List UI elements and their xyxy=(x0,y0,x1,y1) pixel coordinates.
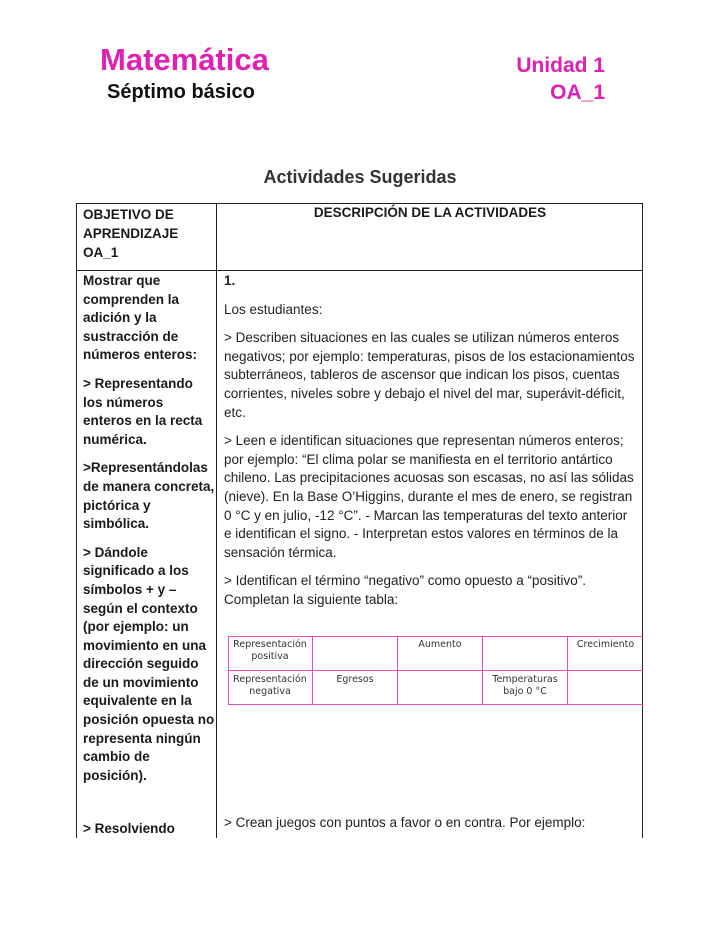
sign-table-cell xyxy=(398,671,483,705)
subject-title: Matemática xyxy=(100,42,269,77)
activity-item: > Describen situaciones en las cuales se utilizan números enteros negativos; por ejemplo: temperaturas, pisos de los estacionamientos subterráneos, tableros de ascensor que indican los pisos, cuentas corrientes, niveles sobre y debajo el nivel del mar, superávit-déficit, etc. xyxy=(224,330,635,420)
table-header-divider xyxy=(76,270,643,271)
oa-label: OA_1 xyxy=(550,81,605,104)
activity-number: 1. xyxy=(224,273,236,288)
sign-table-cell: Crecimiento xyxy=(576,639,635,650)
activity-item: > Leen e identifican situaciones que representan números enteros; por ejemplo: “El clima polar se manifiesta en el territorio antártico chileno. Las precipitaciones acuosas son escasas, no así las sólidas (nieve). En la Base O’Higgins, durante el mes de enero, se registran 0 °C y en julio, -12 °C”. - Marcan las temperaturas del texto anterior e identifican el signo. - Interpretan estos valores en términos de la sensación térmica. xyxy=(224,433,634,560)
objective-cell xyxy=(83,272,215,795)
header-line: OBJETIVO DE xyxy=(83,207,174,222)
header-line: OA_1 xyxy=(83,245,119,260)
objective-paragraph: > Resolviendo xyxy=(83,821,175,836)
activity-item: > Identifican el término “negativo” como opuesto a “positivo”. Completan la siguiente tabla: xyxy=(224,573,587,607)
sign-table-row xyxy=(228,670,643,705)
section-title: Actividades Sugeridas xyxy=(263,167,457,187)
objective-paragraph: > Dándole significado a los símbolos + y – según el contexto (por ejemplo: un movimiento en una dirección seguido de un movimiento equivalente en la posición opuesta no representa ningún cambio de posición). xyxy=(83,544,215,783)
sign-table-row xyxy=(228,636,643,670)
objective-column-header xyxy=(83,205,213,262)
sign-table-cell xyxy=(313,636,398,670)
unit-label: Unidad 1 xyxy=(516,54,605,77)
activity-item: > Crean juegos con puntos a favor o en contra. Por ejemplo: xyxy=(224,815,586,830)
sign-table xyxy=(228,636,643,705)
objective-paragraph: > Representando los números enteros en la recta numérica. xyxy=(83,375,203,447)
sign-table-cell: Representación negativa xyxy=(228,671,313,705)
sign-table-cell xyxy=(568,671,643,705)
sign-table-cell: Egresos xyxy=(313,671,398,705)
sign-table-cell: Aumento xyxy=(398,636,483,670)
grade-label: Séptimo básico xyxy=(107,81,255,103)
sign-table-cell: Representación positiva xyxy=(228,636,313,670)
sign-table-cell xyxy=(483,636,568,670)
table-column-divider xyxy=(216,203,217,838)
description-column-header: DESCRIPCIÓN DE LA ACTIVIDADES xyxy=(313,205,547,220)
header-line: APRENDIZAJE xyxy=(83,226,179,241)
objective-paragraph: >Representándolas de manera concreta, pictórica y simbólica. xyxy=(83,460,215,532)
description-cell xyxy=(224,272,638,620)
objective-paragraph: Mostrar que comprenden la adición y la sustracción de números enteros: xyxy=(83,273,198,363)
sign-table-cell: Temperaturas bajo 0 °C xyxy=(483,671,568,705)
activity-intro: Los estudiantes: xyxy=(224,301,323,317)
